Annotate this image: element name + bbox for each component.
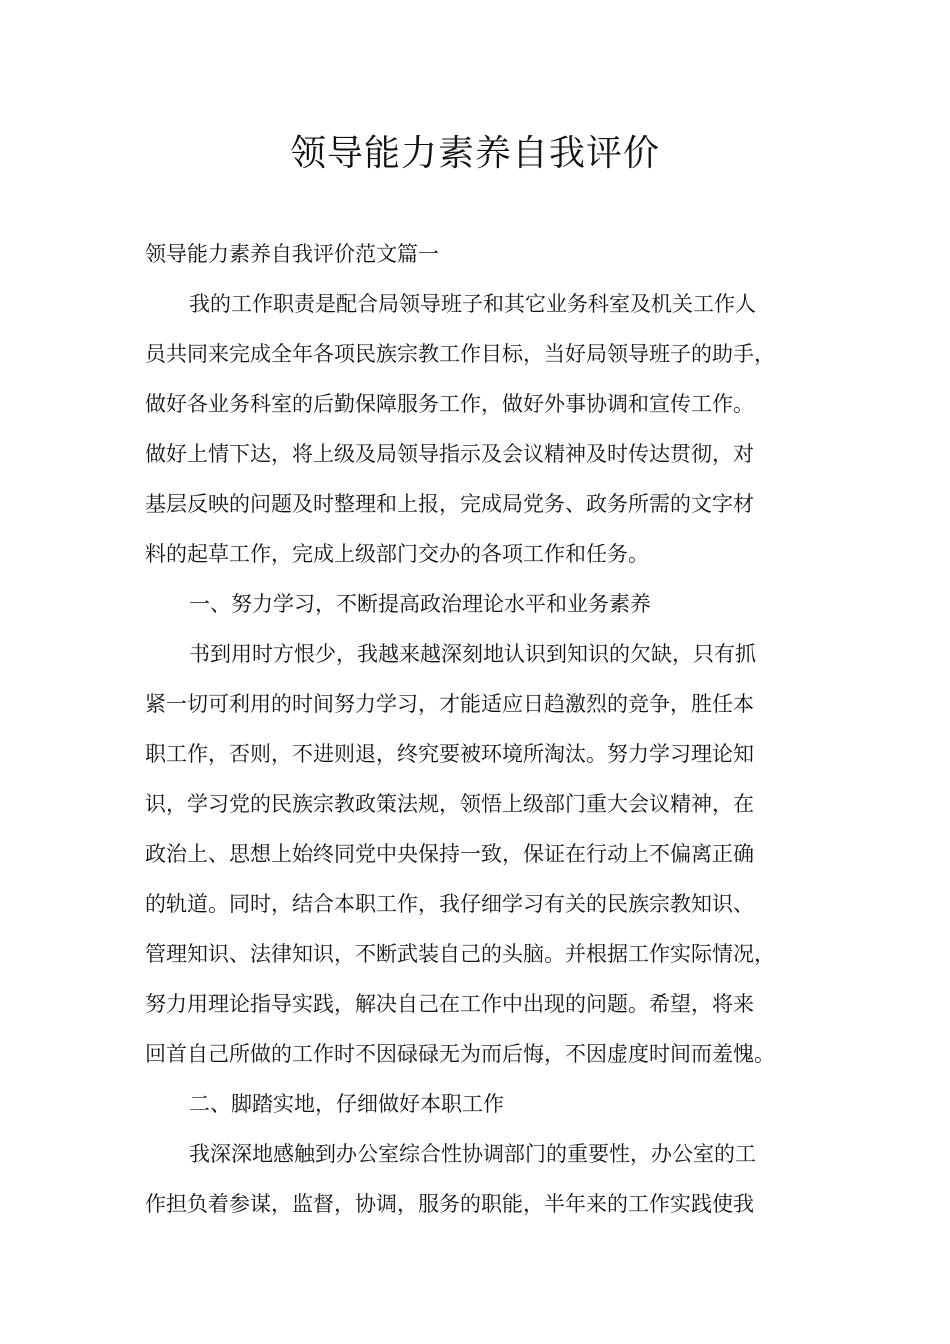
text-line: 的轨道。同时，结合本职工作，我仔细学习有关的民族宗教知识、: [145, 892, 754, 916]
text-line: 回首自己所做的工作时不因碌碌无为而后悔，不因虚度时间而羞愧。: [145, 1042, 775, 1066]
text-line: 员共同来完成全年各项民族宗教工作目标，当好局领导班子的助手，: [145, 342, 775, 366]
text-line: 职工作，否则，不进则退，终究要被环境所淘汰。努力学习理论知: [145, 742, 754, 766]
text-line: 管理知识、法律知识，不断武装自己的头脑。并根据工作实际情况，: [145, 942, 775, 966]
text-line: 书到用时方恨少，我越来越深刻地认识到知识的欠缺，只有抓: [189, 642, 756, 666]
text-line: 做好上情下达，将上级及局领导指示及会议精神及时传达贯彻，对: [145, 442, 754, 466]
document-title: 领导能力素养自我评价: [289, 133, 660, 174]
text-line: 二、脚踏实地，仔细做好本职工作: [189, 1092, 504, 1116]
text-line: 作担负着参谋，监督，协调，服务的职能，半年来的工作实践使我: [145, 1192, 754, 1216]
text-line: 我深深地感触到办公室综合性协调部门的重要性，办公室的工: [189, 1142, 756, 1166]
document-body: [145, 229, 825, 1229]
text-line: 基层反映的问题及时整理和上报，完成局党务、政务所需的文字材: [145, 492, 754, 516]
text-line: 一、努力学习，不断提高政治理论水平和业务素养: [189, 592, 651, 616]
text-line: 努力用理论指导实践，解决自己在工作中出现的问题。希望，将来: [145, 992, 754, 1016]
text-line: 我的工作职责是配合局领导班子和其它业务科室及机关工作人: [189, 292, 756, 316]
text-line: 做好各业务科室的后勤保障服务工作，做好外事协调和宣传工作。: [145, 392, 754, 416]
text-line: 识，学习党的民族宗教政策法规，领悟上级部门重大会议精神，在: [145, 792, 754, 816]
text-line: 领导能力素养自我评价范文篇一: [145, 242, 439, 266]
text-line: 政治上、思想上始终同党中央保持一致，保证在行动上不偏离正确: [145, 842, 754, 866]
text-line: 料的起草工作，完成上级部门交办的各项工作和任务。: [145, 542, 649, 566]
text-line: 紧一切可利用的时间努力学习，才能适应日趋激烈的竞争，胜任本: [145, 692, 754, 716]
